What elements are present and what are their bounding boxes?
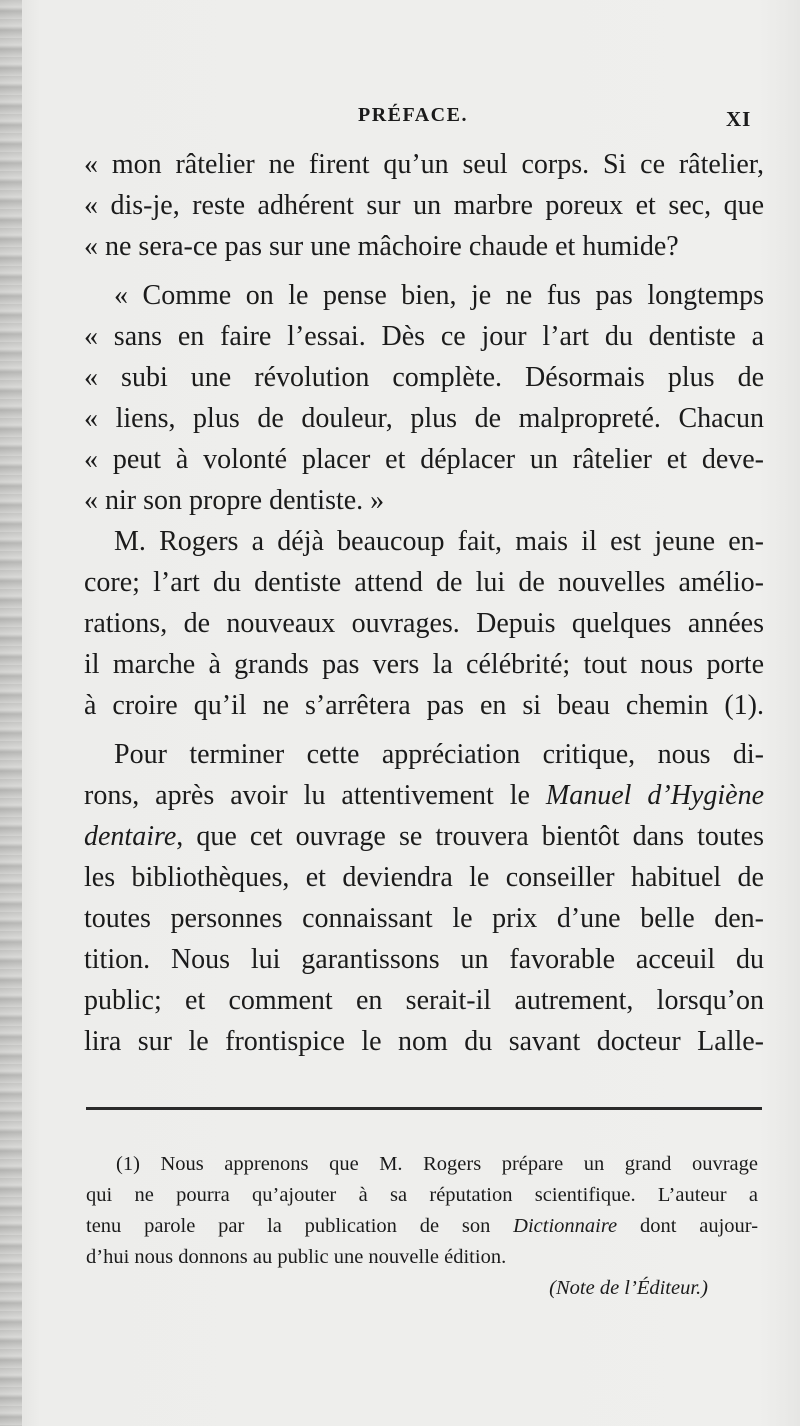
- running-title: PRÉFACE.: [358, 104, 468, 126]
- text-line: « liens, plus de douleur, plus de malpropreté. Chacun: [84, 403, 764, 434]
- text-line: Pour terminer cette appréciation critique, nous di-: [114, 739, 764, 770]
- text-line: [84, 816, 764, 857]
- text-line: lira sur le frontispice le nom du savant docteur Lalle-: [84, 1026, 764, 1057]
- text-line: core; l’art du dentiste attend de lui de nouvelles amélio-: [84, 567, 764, 598]
- text-line: M. Rogers a déjà beaucoup fait, mais il est jeune en-: [114, 526, 764, 557]
- footnote: [86, 1149, 758, 1304]
- text-line: à croire qu’il ne s’arrêtera pas en si beau chemin (1).: [84, 690, 764, 721]
- text-line: « dis-je, reste adhérent sur un marbre poreux et sec, que: [84, 190, 764, 221]
- text-line: il marche à grands pas vers la célébrité; tout nous porte: [84, 649, 764, 680]
- text-line: « mon râtelier ne firent qu’un seul corps. Si ce râtelier,: [84, 149, 764, 180]
- text-line: tition. Nous lui garantissons un favorable acceuil du: [84, 944, 764, 975]
- footnote-rule: [86, 1107, 762, 1110]
- text-segment: dont aujour-: [639, 1215, 759, 1237]
- text-line: public; et comment en serait-il autrement, lorsqu’on: [84, 985, 764, 1016]
- book-title-italic: Manuel d’Hygiène: [545, 780, 765, 811]
- text-segment: rons, après avoir lu attentivement le: [84, 780, 530, 811]
- page-number: XI: [726, 107, 752, 131]
- footnote-line: qui ne pourra qu’ajouter à sa réputation scientifique. L’auteur a: [86, 1184, 758, 1206]
- text-line: « peut à volonté placer et déplacer un râtelier et deve-: [84, 444, 764, 475]
- text-line: rations, de nouveaux ouvrages. Depuis quelques années: [84, 608, 764, 639]
- footnote-line: d’hui nous donnons au public une nouvelle édition.: [86, 1246, 507, 1268]
- page-header: [0, 104, 800, 134]
- text-line: « ne sera-ce pas sur une mâchoire chaude et humide?: [84, 231, 679, 262]
- text-segment: tenu parole par la publication de son: [86, 1215, 491, 1237]
- dictionary-title-italic: Dictionnaire: [513, 1215, 618, 1237]
- editor-note: (Note de l’Éditeur.): [549, 1277, 708, 1299]
- text-line: « subi une révolution complète. Désormais plus de: [84, 362, 764, 393]
- page-spine-edge: [0, 0, 22, 1426]
- text-line: « Comme on le pense bien, je ne fus pas longtemps: [114, 280, 764, 311]
- text-line: « nir son propre dentiste. »: [84, 485, 385, 516]
- text-line: « sans en faire l’essai. Dès ce jour l’art du dentiste a: [84, 321, 764, 352]
- footnote-line: (1) Nous apprenons que M. Rogers prépare un grand ouvrage: [116, 1153, 758, 1175]
- footnote-line: [86, 1211, 758, 1242]
- text-line: [84, 775, 764, 816]
- book-title-italic: dentaire: [84, 821, 177, 852]
- text-segment: , que cet ouvrage se trouvera bientôt dans toutes: [176, 821, 764, 852]
- text-line: les bibliothèques, et deviendra le conseiller habituel de: [84, 862, 764, 893]
- body-text: [84, 144, 764, 1062]
- text-line: toutes personnes connaissant le prix d’une belle den-: [84, 903, 764, 934]
